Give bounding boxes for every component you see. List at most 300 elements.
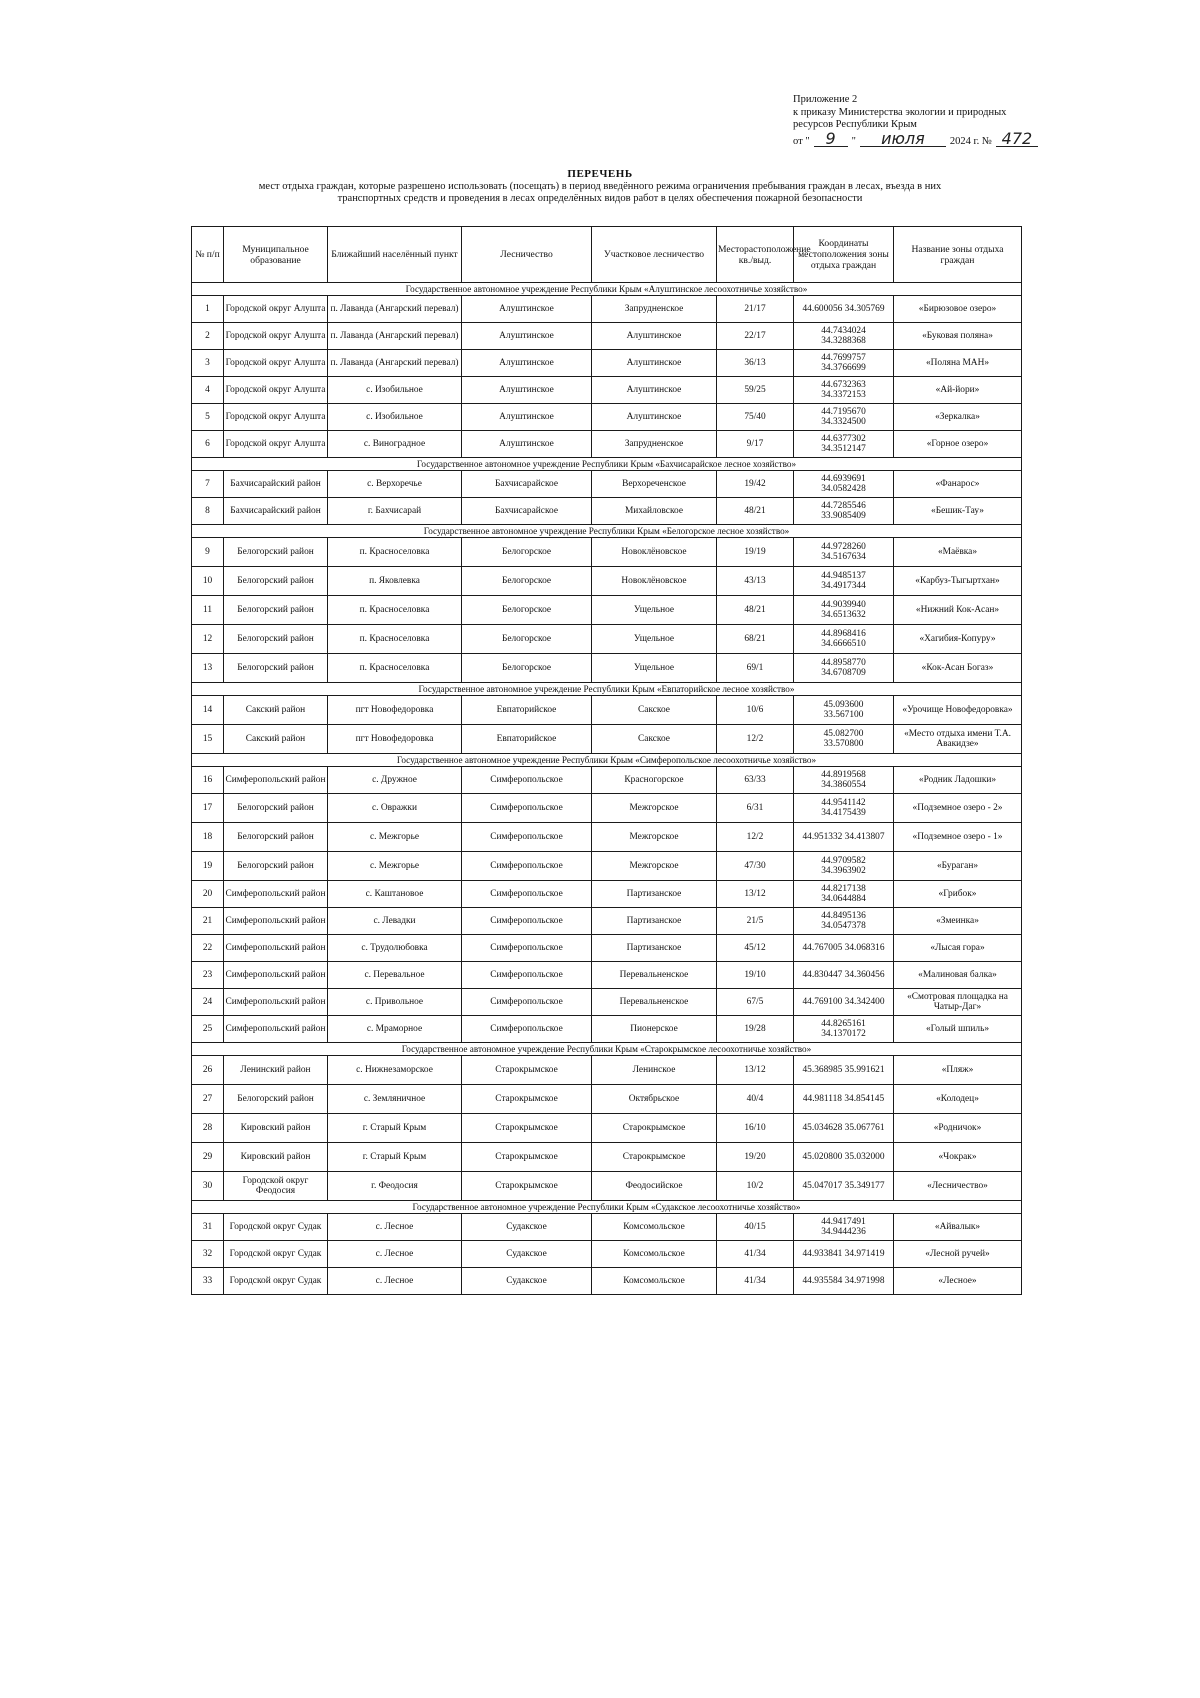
handwritten-month: июля <box>860 132 946 147</box>
cell-forestry: Алуштинское <box>462 431 592 458</box>
cell-zone-name: «Родник Ладошки» <box>894 767 1022 794</box>
cell-district-forestry: Комсомольское <box>592 1214 717 1241</box>
table-row <box>192 696 1022 725</box>
cell-location: 63/33 <box>717 767 794 794</box>
cell-municipality: Симферопольский район <box>224 962 328 989</box>
header-zone-name: Название зоны отдыха граждан <box>894 227 1022 283</box>
cell-district-forestry: Партизанское <box>592 881 717 908</box>
cell-forestry: Симферопольское <box>462 767 592 794</box>
cell-coords: 45.368985 35.991621 <box>794 1056 894 1085</box>
cell-settlement: с. Трудолюбовка <box>328 935 462 962</box>
cell-num: 18 <box>192 823 224 852</box>
cell-zone-name: «Подземное озеро - 1» <box>894 823 1022 852</box>
section-title: Государственное автономное учреждение Республики Крым «Белогорское лесное хозяйство» <box>192 525 1022 538</box>
section-title: Государственное автономное учреждение Республики Крым «Бахчисарайское лесное хозяйство» <box>192 458 1022 471</box>
cell-location: 10/6 <box>717 696 794 725</box>
cell-municipality: Сакский район <box>224 696 328 725</box>
table-row <box>192 767 1022 794</box>
cell-district-forestry: Алуштинское <box>592 350 717 377</box>
cell-municipality: Белогорский район <box>224 654 328 683</box>
cell-location: 21/5 <box>717 908 794 935</box>
cell-zone-name: «Змеинка» <box>894 908 1022 935</box>
cell-location: 10/2 <box>717 1172 794 1201</box>
date-year: 2024 г. № <box>949 135 992 147</box>
table-row <box>192 1114 1022 1143</box>
table-row <box>192 323 1022 350</box>
cell-district-forestry: Алуштинское <box>592 377 717 404</box>
table-row <box>192 1143 1022 1172</box>
cell-location: 12/2 <box>717 823 794 852</box>
cell-municipality: Городской округ Судак <box>224 1241 328 1268</box>
cell-settlement: с. Изобильное <box>328 404 462 431</box>
cell-district-forestry: Комсомольское <box>592 1241 717 1268</box>
cell-settlement: с. Лесное <box>328 1214 462 1241</box>
cell-coords: 45.047017 35.349177 <box>794 1172 894 1201</box>
recreation-zones-table <box>191 226 1022 1295</box>
section-header-row <box>192 1043 1022 1056</box>
cell-location: 67/5 <box>717 989 794 1016</box>
cell-municipality: Городской округ Алушта <box>224 296 328 323</box>
cell-forestry: Бахчисарайское <box>462 471 592 498</box>
cell-coords: 44.8495136 34.0547378 <box>794 908 894 935</box>
cell-coords: 44.7699757 34.3766699 <box>794 350 894 377</box>
cell-forestry: Белогорское <box>462 538 592 567</box>
cell-coords: 44.6939691 34.0582428 <box>794 471 894 498</box>
appendix-line-2: к приказу Министерства экологии и природных <box>793 106 1007 118</box>
cell-zone-name: «Урочище Новофедоровка» <box>894 696 1022 725</box>
cell-num: 7 <box>192 471 224 498</box>
section-header-row <box>192 283 1022 296</box>
cell-settlement: с. Привольное <box>328 989 462 1016</box>
header-district-forestry: Участковое лесничество <box>592 227 717 283</box>
cell-location: 19/10 <box>717 962 794 989</box>
cell-district-forestry: Партизанское <box>592 908 717 935</box>
cell-location: 22/17 <box>717 323 794 350</box>
cell-municipality: Городской округ Феодосия <box>224 1172 328 1201</box>
table-row <box>192 538 1022 567</box>
cell-location: 69/1 <box>717 654 794 683</box>
cell-municipality: Городской округ Алушта <box>224 377 328 404</box>
cell-forestry: Симферопольское <box>462 989 592 1016</box>
cell-location: 12/2 <box>717 725 794 754</box>
cell-zone-name: «Колодец» <box>894 1085 1022 1114</box>
cell-district-forestry: Новоклёновское <box>592 567 717 596</box>
cell-num: 21 <box>192 908 224 935</box>
cell-forestry: Старокрымское <box>462 1143 592 1172</box>
cell-settlement: с. Каштановое <box>328 881 462 908</box>
cell-num: 33 <box>192 1268 224 1295</box>
cell-forestry: Симферопольское <box>462 908 592 935</box>
cell-municipality: Бахчисарайский район <box>224 471 328 498</box>
cell-zone-name: «Кок-Асан Богаз» <box>894 654 1022 683</box>
cell-location: 19/20 <box>717 1143 794 1172</box>
cell-num: 24 <box>192 989 224 1016</box>
cell-district-forestry: Ленинское <box>592 1056 717 1085</box>
cell-district-forestry: Сакское <box>592 696 717 725</box>
cell-settlement: с. Нижнезаморское <box>328 1056 462 1085</box>
cell-location: 13/12 <box>717 1056 794 1085</box>
cell-zone-name: «Фанарос» <box>894 471 1022 498</box>
cell-num: 32 <box>192 1241 224 1268</box>
cell-district-forestry: Старокрымское <box>592 1143 717 1172</box>
cell-forestry: Алуштинское <box>462 296 592 323</box>
cell-coords: 44.7434024 34.3288368 <box>794 323 894 350</box>
cell-coords: 44.8217138 34.0644884 <box>794 881 894 908</box>
cell-coords: 44.830447 34.360456 <box>794 962 894 989</box>
table-row <box>192 1268 1022 1295</box>
cell-location: 40/15 <box>717 1214 794 1241</box>
cell-zone-name: «Пляж» <box>894 1056 1022 1085</box>
cell-location: 16/10 <box>717 1114 794 1143</box>
cell-municipality: Симферопольский район <box>224 767 328 794</box>
cell-forestry: Старокрымское <box>462 1172 592 1201</box>
cell-settlement: с. Перевальное <box>328 962 462 989</box>
cell-coords: 44.6732363 34.3372153 <box>794 377 894 404</box>
cell-forestry: Симферопольское <box>462 823 592 852</box>
table-row <box>192 881 1022 908</box>
document-subtitle-line-2: транспортных средств и проведения в лесах определённых видов работ в целях обеспечения пожарной безопасности <box>337 193 863 204</box>
cell-district-forestry: Новоклёновское <box>592 538 717 567</box>
cell-settlement: с. Изобильное <box>328 377 462 404</box>
order-date-line <box>793 128 1123 149</box>
cell-coords: 44.7195670 34.3324500 <box>794 404 894 431</box>
cell-district-forestry: Старокрымское <box>592 1114 717 1143</box>
table-row <box>192 377 1022 404</box>
cell-district-forestry: Перевальненское <box>592 962 717 989</box>
cell-forestry: Симферопольское <box>462 962 592 989</box>
cell-forestry: Евпаторийское <box>462 696 592 725</box>
cell-municipality: Белогорский район <box>224 596 328 625</box>
document-subtitle-line-1: мест отдыха граждан, которые разрешено использовать (посещать) в период введённого режима ограничения пребывания граждан в лесах, въезда в них <box>258 180 942 192</box>
cell-settlement: с. Земляничное <box>328 1085 462 1114</box>
table-row <box>192 1172 1022 1201</box>
cell-num: 6 <box>192 431 224 458</box>
cell-coords: 44.8265161 34.1370172 <box>794 1016 894 1043</box>
cell-settlement: с. Межгорье <box>328 823 462 852</box>
cell-location: 21/17 <box>717 296 794 323</box>
cell-zone-name: «Родничок» <box>894 1114 1022 1143</box>
cell-forestry: Симферопольское <box>462 935 592 962</box>
cell-district-forestry: Октябрьское <box>592 1085 717 1114</box>
cell-municipality: Белогорский район <box>224 538 328 567</box>
cell-coords: 45.093600 33.567100 <box>794 696 894 725</box>
cell-location: 40/4 <box>717 1085 794 1114</box>
cell-zone-name: «Ай-йори» <box>894 377 1022 404</box>
cell-settlement: г. Бахчисарай <box>328 498 462 525</box>
cell-num: 26 <box>192 1056 224 1085</box>
cell-forestry: Старокрымское <box>462 1056 592 1085</box>
cell-municipality: Симферопольский район <box>224 881 328 908</box>
cell-district-forestry: Ущельное <box>592 625 717 654</box>
cell-settlement: с. Лесное <box>328 1241 462 1268</box>
cell-location: 68/21 <box>717 625 794 654</box>
cell-district-forestry: Межгорское <box>592 852 717 881</box>
cell-forestry: Бахчисарайское <box>462 498 592 525</box>
cell-forestry: Симферопольское <box>462 881 592 908</box>
appendix-line-1: Приложение 2 <box>793 94 858 105</box>
appendix-line-3: ресурсов Республики Крым <box>793 119 917 130</box>
handwritten-order-number: 472 <box>996 132 1038 147</box>
cell-location: 59/25 <box>717 377 794 404</box>
table-row <box>192 431 1022 458</box>
cell-zone-name: «Айвалык» <box>894 1214 1022 1241</box>
cell-num: 5 <box>192 404 224 431</box>
cell-zone-name: «Маёвка» <box>894 538 1022 567</box>
cell-num: 4 <box>192 377 224 404</box>
table-row <box>192 654 1022 683</box>
cell-num: 29 <box>192 1143 224 1172</box>
cell-coords: 44.9709582 34.3963902 <box>794 852 894 881</box>
cell-settlement: пгт Новофедоровка <box>328 696 462 725</box>
cell-forestry: Судакское <box>462 1268 592 1295</box>
table-row <box>192 852 1022 881</box>
header-num: № п/п <box>192 227 224 283</box>
cell-location: 45/12 <box>717 935 794 962</box>
cell-zone-name: «Карбуз-Тыгыртхан» <box>894 567 1022 596</box>
cell-num: 31 <box>192 1214 224 1241</box>
table-row <box>192 935 1022 962</box>
cell-location: 75/40 <box>717 404 794 431</box>
cell-district-forestry: Ущельное <box>592 654 717 683</box>
cell-num: 25 <box>192 1016 224 1043</box>
cell-zone-name: «Поляна МАН» <box>894 350 1022 377</box>
table-row <box>192 1241 1022 1268</box>
cell-district-forestry: Сакское <box>592 725 717 754</box>
cell-coords: 45.082700 33.570800 <box>794 725 894 754</box>
cell-municipality: Городской округ Алушта <box>224 350 328 377</box>
table-row <box>192 794 1022 823</box>
header-coords: Координаты местоположения зоны отдыха граждан <box>794 227 894 283</box>
cell-municipality: Ленинский район <box>224 1056 328 1085</box>
cell-settlement: п. Красноселовка <box>328 625 462 654</box>
cell-municipality: Белогорский район <box>224 794 328 823</box>
cell-district-forestry: Комсомольское <box>592 1268 717 1295</box>
table-row <box>192 823 1022 852</box>
cell-num: 19 <box>192 852 224 881</box>
cell-num: 12 <box>192 625 224 654</box>
cell-coords: 44.8958770 34.6708709 <box>794 654 894 683</box>
cell-settlement: с. Виноградное <box>328 431 462 458</box>
cell-coords: 44.951332 34.413807 <box>794 823 894 852</box>
cell-forestry: Алуштинское <box>462 323 592 350</box>
cell-district-forestry: Запрудненское <box>592 431 717 458</box>
cell-location: 6/31 <box>717 794 794 823</box>
cell-coords: 44.8919568 34.3860554 <box>794 767 894 794</box>
cell-zone-name: «Место отдыха имени Т.А. Авакидзе» <box>894 725 1022 754</box>
cell-zone-name: «Голый шпиль» <box>894 1016 1022 1043</box>
header-settlement: Ближайший населённый пункт <box>328 227 462 283</box>
cell-settlement: п. Красноселовка <box>328 538 462 567</box>
table-row <box>192 296 1022 323</box>
cell-zone-name: «Лесничество» <box>894 1172 1022 1201</box>
cell-settlement: г. Старый Крым <box>328 1143 462 1172</box>
cell-settlement: п. Красноселовка <box>328 596 462 625</box>
cell-municipality: Городской округ Судак <box>224 1268 328 1295</box>
table-row <box>192 350 1022 377</box>
cell-num: 22 <box>192 935 224 962</box>
cell-municipality: Городской округ Алушта <box>224 431 328 458</box>
cell-coords: 44.9039940 34.6513632 <box>794 596 894 625</box>
cell-district-forestry: Алуштинское <box>592 404 717 431</box>
cell-zone-name: «Подземное озеро - 2» <box>894 794 1022 823</box>
cell-zone-name: «Лысая гора» <box>894 935 1022 962</box>
table-row <box>192 962 1022 989</box>
cell-zone-name: «Лесное» <box>894 1268 1022 1295</box>
cell-municipality: Симферопольский район <box>224 1016 328 1043</box>
section-header-row <box>192 525 1022 538</box>
cell-municipality: Белогорский район <box>224 567 328 596</box>
cell-coords: 44.600056 34.305769 <box>794 296 894 323</box>
cell-settlement: г. Феодосия <box>328 1172 462 1201</box>
cell-settlement: с. Дружное <box>328 767 462 794</box>
cell-forestry: Старокрымское <box>462 1085 592 1114</box>
cell-coords: 44.769100 34.342400 <box>794 989 894 1016</box>
cell-num: 11 <box>192 596 224 625</box>
cell-location: 19/19 <box>717 538 794 567</box>
cell-zone-name: «Лесной ручей» <box>894 1241 1022 1268</box>
cell-municipality: Симферопольский район <box>224 908 328 935</box>
cell-settlement: п. Лаванда (Ангарский перевал) <box>328 323 462 350</box>
table-row <box>192 404 1022 431</box>
table-row <box>192 989 1022 1016</box>
cell-forestry: Алуштинское <box>462 350 592 377</box>
cell-forestry: Симферопольское <box>462 794 592 823</box>
cell-municipality: Бахчисарайский район <box>224 498 328 525</box>
cell-zone-name: «Зеркалка» <box>894 404 1022 431</box>
cell-zone-name: «Буковая поляна» <box>894 323 1022 350</box>
cell-num: 28 <box>192 1114 224 1143</box>
cell-zone-name: «Смотровая площадка на Чатыр-Даг» <box>894 989 1022 1016</box>
table-row <box>192 1016 1022 1043</box>
cell-forestry: Белогорское <box>462 567 592 596</box>
cell-num: 3 <box>192 350 224 377</box>
cell-forestry: Белогорское <box>462 654 592 683</box>
cell-coords: 44.9417491 34.9444236 <box>794 1214 894 1241</box>
cell-forestry: Алуштинское <box>462 404 592 431</box>
cell-num: 2 <box>192 323 224 350</box>
section-title: Государственное автономное учреждение Республики Крым «Старокрымское лесоохотничье хозяйство» <box>192 1043 1022 1056</box>
cell-municipality: Белогорский район <box>224 625 328 654</box>
cell-coords: 44.6377302 34.3512147 <box>794 431 894 458</box>
cell-district-forestry: Ущельное <box>592 596 717 625</box>
cell-location: 48/21 <box>717 596 794 625</box>
cell-location: 47/30 <box>717 852 794 881</box>
cell-num: 14 <box>192 696 224 725</box>
cell-district-forestry: Верхореченское <box>592 471 717 498</box>
cell-zone-name: «Бураган» <box>894 852 1022 881</box>
cell-settlement: с. Мраморное <box>328 1016 462 1043</box>
cell-district-forestry: Межгорское <box>592 794 717 823</box>
cell-num: 15 <box>192 725 224 754</box>
table-row <box>192 908 1022 935</box>
cell-location: 9/17 <box>717 431 794 458</box>
cell-zone-name: «Бирюзовое озеро» <box>894 296 1022 323</box>
cell-settlement: п. Яковлевка <box>328 567 462 596</box>
cell-forestry: Судакское <box>462 1241 592 1268</box>
cell-municipality: Городской округ Алушта <box>224 404 328 431</box>
cell-forestry: Белогорское <box>462 625 592 654</box>
header-forestry: Лесничество <box>462 227 592 283</box>
section-header-row <box>192 754 1022 767</box>
cell-municipality: Кировский район <box>224 1114 328 1143</box>
section-header-row <box>192 683 1022 696</box>
cell-district-forestry: Запрудненское <box>592 296 717 323</box>
cell-district-forestry: Партизанское <box>592 935 717 962</box>
cell-num: 17 <box>192 794 224 823</box>
cell-settlement: с. Овражки <box>328 794 462 823</box>
cell-district-forestry: Перевальненское <box>592 989 717 1016</box>
table-row <box>192 725 1022 754</box>
handwritten-day: 9 <box>814 132 848 147</box>
cell-district-forestry: Межгорское <box>592 823 717 852</box>
document-heading <box>180 168 1020 206</box>
header-municipality: Муниципальное образование <box>224 227 328 283</box>
cell-num: 9 <box>192 538 224 567</box>
cell-forestry: Белогорское <box>462 596 592 625</box>
cell-municipality: Кировский район <box>224 1143 328 1172</box>
cell-zone-name: «Чокрак» <box>894 1143 1022 1172</box>
date-prefix: от " <box>793 135 810 147</box>
section-title: Государственное автономное учреждение Республики Крым «Симферопольское лесоохотничье хозяйство» <box>192 754 1022 767</box>
cell-municipality: Городской округ Алушта <box>224 323 328 350</box>
table-header-row <box>192 227 1022 283</box>
cell-district-forestry: Алуштинское <box>592 323 717 350</box>
cell-district-forestry: Феодосийское <box>592 1172 717 1201</box>
table-body <box>192 283 1022 1295</box>
table-row <box>192 1056 1022 1085</box>
cell-district-forestry: Красногорское <box>592 767 717 794</box>
cell-zone-name: «Бешик-Тау» <box>894 498 1022 525</box>
cell-num: 27 <box>192 1085 224 1114</box>
table-row <box>192 1085 1022 1114</box>
cell-settlement: п. Лаванда (Ангарский перевал) <box>328 350 462 377</box>
cell-settlement: с. Верхоречье <box>328 471 462 498</box>
cell-num: 1 <box>192 296 224 323</box>
cell-forestry: Старокрымское <box>462 1114 592 1143</box>
cell-zone-name: «Горное озеро» <box>894 431 1022 458</box>
cell-coords: 44.935584 34.971998 <box>794 1268 894 1295</box>
table-row <box>192 471 1022 498</box>
cell-municipality: Городской округ Судак <box>224 1214 328 1241</box>
table-row <box>192 1214 1022 1241</box>
section-header-row <box>192 1201 1022 1214</box>
cell-settlement: п. Красноселовка <box>328 654 462 683</box>
cell-num: 20 <box>192 881 224 908</box>
cell-coords: 44.7285546 33.9085409 <box>794 498 894 525</box>
cell-location: 13/12 <box>717 881 794 908</box>
cell-municipality: Симферопольский район <box>224 935 328 962</box>
cell-location: 19/42 <box>717 471 794 498</box>
cell-location: 41/34 <box>717 1241 794 1268</box>
cell-municipality: Белогорский район <box>224 1085 328 1114</box>
cell-municipality: Белогорский район <box>224 852 328 881</box>
date-quote: " <box>851 135 856 147</box>
cell-forestry: Симферопольское <box>462 852 592 881</box>
cell-num: 13 <box>192 654 224 683</box>
cell-coords: 44.767005 34.068316 <box>794 935 894 962</box>
cell-num: 10 <box>192 567 224 596</box>
cell-coords: 44.933841 34.971419 <box>794 1241 894 1268</box>
table-row <box>192 625 1022 654</box>
cell-coords: 44.981118 34.854145 <box>794 1085 894 1114</box>
cell-settlement: г. Старый Крым <box>328 1114 462 1143</box>
header-location: Месторастоположение кв./выд. <box>717 227 794 283</box>
appendix-block <box>793 94 1123 148</box>
cell-district-forestry: Пионерское <box>592 1016 717 1043</box>
cell-num: 30 <box>192 1172 224 1201</box>
section-title: Государственное автономное учреждение Республики Крым «Алуштинское лесоохотничье хозяйство» <box>192 283 1022 296</box>
cell-settlement: с. Межгорье <box>328 852 462 881</box>
